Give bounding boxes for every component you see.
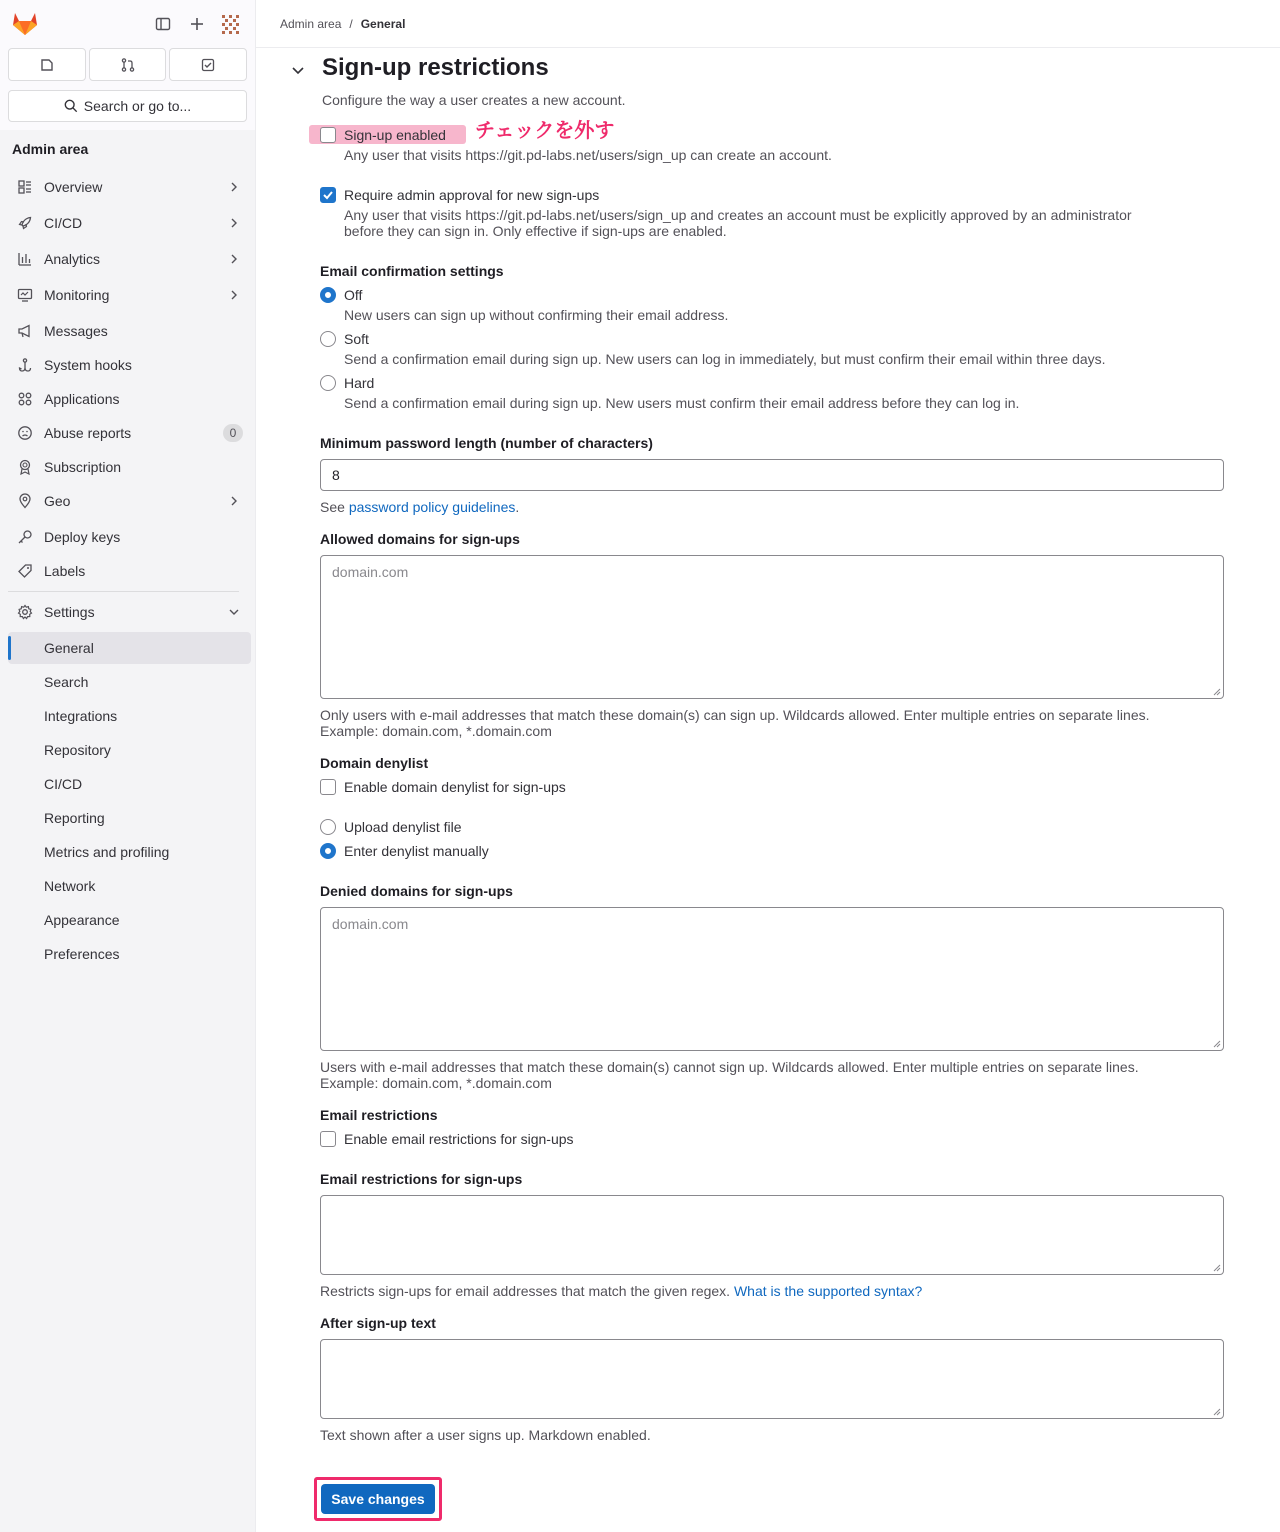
allowed-domains-textarea[interactable] <box>320 555 1224 699</box>
main-content <box>256 0 1280 1532</box>
resize-grip-icon[interactable] <box>1213 1408 1221 1416</box>
allowed-domains-help-line2: Example: domain.com, *.domain.com <box>320 723 552 739</box>
overview-icon <box>16 178 34 196</box>
sidebar-item-label: Settings <box>44 604 95 620</box>
denied-domains-help-line1: Users with e-mail addresses that match these domain(s) cannot sign up. Wildcards allowed. Enter multiple entries on separate lines. <box>320 1059 1139 1075</box>
admin-approval-help-line2: before they can sign in. Only effective if sign-ups are enabled. <box>344 223 727 239</box>
sidebar-item-label: Analytics <box>44 251 101 267</box>
password-help-prefix: See <box>320 499 349 515</box>
sidebar-item-label: Labels <box>44 563 86 579</box>
applications-icon <box>16 390 34 408</box>
sidebar-item-deploy-keys[interactable] <box>8 521 251 553</box>
denied-domains-help-line2: Example: domain.com, *.domain.com <box>320 1075 552 1091</box>
sidebar-subitem-network[interactable]: Network <box>44 878 96 894</box>
resize-grip-icon[interactable] <box>1213 1264 1221 1272</box>
after-signup-help: Text shown after a user signs up. Markdown enabled. <box>320 1427 651 1443</box>
sidebar-subitem-preferences[interactable]: Preferences <box>44 946 120 962</box>
sidebar-item-label: Applications <box>44 391 120 407</box>
resize-grip-icon[interactable] <box>1213 688 1221 696</box>
password-length-help <box>320 499 519 515</box>
sidebar-item-monitoring[interactable] <box>8 279 251 311</box>
sidebar-item-label: Messages <box>44 323 108 339</box>
label-icon <box>16 562 34 580</box>
sidebar-item-geo[interactable] <box>8 485 251 517</box>
breadcrumb-separator: / <box>349 17 353 31</box>
rocket-icon <box>16 214 34 232</box>
sidebar-subitem-cicd[interactable]: CI/CD <box>44 776 83 792</box>
email-restrictions-field-label: Email restrictions for sign-ups <box>320 1171 523 1187</box>
monitor-icon <box>16 286 34 304</box>
megaphone-icon <box>16 322 34 340</box>
breadcrumb-current[interactable]: General <box>360 17 406 31</box>
header-divider <box>256 47 1280 48</box>
email-restrictions-checkbox[interactable] <box>320 1131 336 1147</box>
search-button[interactable] <box>8 90 247 122</box>
signup-enabled-checkbox[interactable] <box>320 127 336 143</box>
avatar[interactable] <box>219 12 243 36</box>
gitlab-logo-icon[interactable] <box>11 10 39 36</box>
sidebar-subitem-metrics[interactable]: Metrics and profiling <box>44 844 170 860</box>
email-confirmation-hard-label[interactable]: Hard <box>344 375 375 391</box>
plus-icon[interactable] <box>185 12 209 36</box>
email-confirmation-soft-label[interactable]: Soft <box>344 331 369 347</box>
domain-denylist-label: Domain denylist <box>320 755 429 771</box>
sidebar-item-label: Subscription <box>44 459 122 475</box>
sidebar-heading: Admin area <box>12 141 89 157</box>
merge-requests-button[interactable] <box>89 48 167 81</box>
sidebar-item-label: Overview <box>44 179 103 195</box>
section-description: Configure the way a user creates a new account. <box>322 92 626 108</box>
password-help-suffix: . <box>515 499 520 515</box>
sidebar-item-label: CI/CD <box>44 215 83 231</box>
email-confirmation-hard-help: Send a confirmation email during sign up. New users must confirm their email address before they can log in. <box>344 395 1020 411</box>
key-icon <box>16 528 34 546</box>
admin-approval-checkbox[interactable] <box>320 187 336 203</box>
supported-syntax-link[interactable]: What is the supported syntax? <box>733 1283 923 1299</box>
signup-enabled-label[interactable]: Sign-up enabled <box>344 127 446 143</box>
sidebar-subitem-appearance[interactable]: Appearance <box>44 912 120 928</box>
sidebar-item-label: System hooks <box>44 357 132 373</box>
email-restrictions-checkbox-label[interactable]: Enable email restrictions for sign-ups <box>344 1131 574 1147</box>
denied-domains-label: Denied domains for sign-ups <box>320 883 513 899</box>
sidebar-item-system-hooks[interactable] <box>8 349 251 381</box>
sidebar-item-subscription[interactable] <box>8 451 251 483</box>
denied-domains-placeholder: domain.com <box>332 916 409 932</box>
sidebar-item-settings[interactable] <box>8 596 251 628</box>
todo-icon <box>200 57 216 73</box>
merge-request-icon <box>120 57 136 73</box>
sidebar-item-applications[interactable] <box>8 383 251 415</box>
admin-approval-help-line1: Any user that visits https://git.pd-labs.net/users/sign_up and creates an account must be explicitly approved by an administrator <box>344 207 1132 223</box>
checkmark-icon <box>321 188 335 202</box>
chevron-right-icon <box>227 216 241 230</box>
resize-grip-icon[interactable] <box>1213 1040 1221 1048</box>
chart-icon <box>16 250 34 268</box>
sidebar <box>0 0 256 1532</box>
search-icon <box>64 99 78 113</box>
gear-icon <box>16 603 34 621</box>
email-restrictions-textarea[interactable] <box>320 1195 1224 1275</box>
email-confirmation-soft-help: Send a confirmation email during sign up. New users can log in immediately, but must confirm their email within three days. <box>344 351 1106 367</box>
sidebar-subitem-search[interactable]: Search <box>44 674 89 690</box>
hook-icon <box>16 356 34 374</box>
denylist-upload-radio[interactable] <box>320 819 336 835</box>
after-signup-label: After sign-up text <box>320 1315 436 1331</box>
sidebar-item-label: Abuse reports <box>44 425 132 441</box>
signup-enabled-help: Any user that visits https://git.pd-labs.net/users/sign_up can create an account. <box>344 147 832 163</box>
save-button-highlight <box>314 1477 442 1521</box>
abuse-reports-count-badge: 0 <box>223 424 243 442</box>
chevron-down-icon <box>227 605 241 619</box>
sidebar-subitem-reporting[interactable]: Reporting <box>44 810 105 826</box>
password-policy-link[interactable]: password policy guidelines <box>348 499 516 515</box>
allowed-domains-label: Allowed domains for sign-ups <box>320 531 520 547</box>
email-restrictions-help <box>320 1283 922 1299</box>
password-length-input[interactable]: 8 <box>320 459 1224 491</box>
denylist-upload-label[interactable]: Upload denylist file <box>344 819 462 835</box>
sidebar-subitem-integrations[interactable]: Integrations <box>44 708 118 724</box>
breadcrumb-admin-area[interactable]: Admin area <box>280 17 342 31</box>
sidebar-item-label: Deploy keys <box>44 529 121 545</box>
email-restrictions-help-text: Restricts sign-ups for email addresses that match the given regex. <box>320 1283 734 1299</box>
email-restrictions-label: Email restrictions <box>320 1107 438 1123</box>
password-length-label: Minimum password length (number of characters) <box>320 435 653 451</box>
sidebar-item-abuse-reports[interactable] <box>8 417 251 449</box>
chevron-right-icon <box>227 494 241 508</box>
email-confirmation-label: Email confirmation settings <box>320 263 504 279</box>
chevron-down-icon[interactable] <box>290 62 306 78</box>
search-button-label: Search or go to... <box>83 98 192 114</box>
email-confirmation-off-help: New users can sign up without confirming their email address. <box>344 307 729 323</box>
chevron-right-icon <box>227 288 241 302</box>
sidebar-subitem-repository[interactable]: Repository <box>44 742 111 758</box>
location-icon <box>16 492 34 510</box>
quick-actions <box>8 48 247 81</box>
sidebar-item-labels[interactable] <box>8 555 251 587</box>
email-confirmation-off-label[interactable]: Off <box>344 287 363 303</box>
denied-domains-textarea[interactable] <box>320 907 1224 1051</box>
section-title: Sign-up restrictions <box>322 54 549 81</box>
sidebar-item-analytics[interactable] <box>8 243 251 275</box>
todo-button[interactable] <box>169 48 247 81</box>
denylist-enable-label[interactable]: Enable domain denylist for sign-ups <box>344 779 566 795</box>
abuse-icon <box>16 424 34 442</box>
after-signup-textarea[interactable] <box>320 1339 1224 1419</box>
allowed-domains-help-line1: Only users with e-mail addresses that match these domain(s) can sign up. Wildcards allowed. Enter multiple entries on separate lines. <box>320 707 1150 723</box>
denylist-manual-label[interactable]: Enter denylist manually <box>344 843 489 859</box>
admin-approval-label[interactable]: Require admin approval for new sign-ups <box>344 187 600 203</box>
sidebar-item-overview[interactable] <box>8 171 251 203</box>
denylist-enable-checkbox[interactable] <box>320 779 336 795</box>
sidebar-divider <box>8 591 239 592</box>
license-icon <box>16 458 34 476</box>
email-confirmation-soft-radio[interactable] <box>320 331 336 347</box>
save-changes-button[interactable]: Save changes <box>321 1484 435 1514</box>
sidebar-item-cicd[interactable] <box>8 207 251 239</box>
issues-icon <box>39 57 55 73</box>
sidebar-toggle-icon[interactable] <box>151 12 175 36</box>
sidebar-item-label: Geo <box>44 493 71 509</box>
annotation-text: チェックを外す <box>475 120 615 142</box>
allowed-domains-placeholder: domain.com <box>332 564 409 580</box>
sidebar-item-label: Monitoring <box>44 287 110 303</box>
denylist-manual-radio[interactable] <box>320 843 336 859</box>
breadcrumb <box>280 17 405 31</box>
email-confirmation-hard-radio[interactable] <box>320 375 336 391</box>
chevron-right-icon <box>227 180 241 194</box>
sidebar-top <box>0 0 255 46</box>
chevron-right-icon <box>227 252 241 266</box>
sidebar-subitem-general[interactable]: General <box>8 632 251 664</box>
email-confirmation-off-radio[interactable] <box>320 287 336 303</box>
sidebar-item-messages[interactable] <box>8 315 251 347</box>
issues-button[interactable] <box>8 48 86 81</box>
